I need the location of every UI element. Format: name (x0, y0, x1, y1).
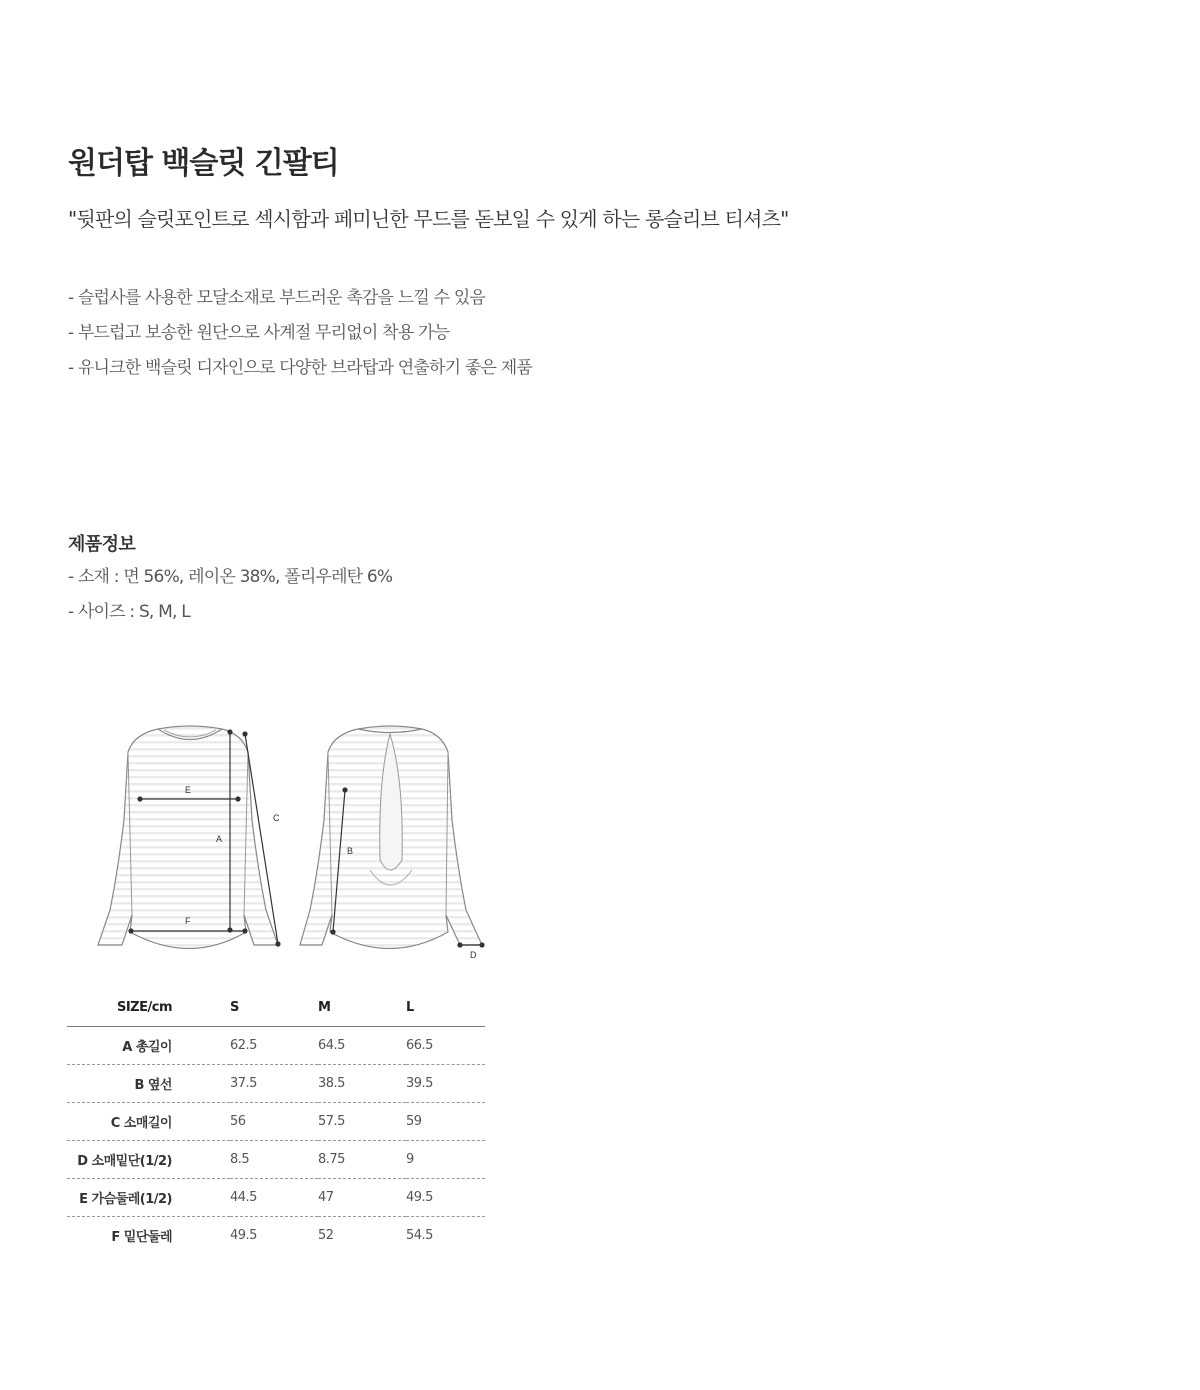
col-header-l: L (406, 988, 485, 1027)
label-d: D (470, 950, 477, 960)
feature-item: - 부드럽고 보송한 원단으로 사계절 무리없이 착용 가능 (68, 323, 450, 343)
product-title: 원더탑 백슬릿 긴팔티 (68, 146, 339, 181)
row-label: E 가슴둘레(1/2) (67, 1179, 230, 1217)
cell-m: 8.75 (318, 1141, 406, 1179)
cell-s: 44.5 (230, 1179, 318, 1217)
size-info: - 사이즈 : S, M, L (68, 602, 190, 622)
table-row (67, 1027, 485, 1065)
feature-list (68, 286, 532, 391)
cell-s: 49.5 (230, 1228, 257, 1243)
material-info: - 소재 : 면 56%, 레이온 38%, 폴리우레탄 6% (68, 567, 393, 587)
col-header-size: SIZE/cm (67, 988, 230, 1027)
size-table (67, 988, 485, 1254)
back-shirt-outline (300, 726, 482, 949)
table-row (67, 1103, 485, 1141)
cell-m: 38.5 (318, 1065, 406, 1103)
cell-l: 66.5 (406, 1027, 485, 1065)
cell-l: 9 (406, 1141, 485, 1179)
cell-m: 52 (318, 1228, 334, 1243)
row-label: B 옆선 (67, 1065, 230, 1103)
label-a: A (216, 834, 223, 844)
cell-s: 62.5 (230, 1027, 318, 1065)
product-info-heading: 제품정보 (68, 534, 136, 555)
col-header-s: S (230, 988, 318, 1027)
cell-m: 57.5 (318, 1103, 406, 1141)
cell-l: 54.5 (406, 1228, 433, 1243)
row-label: C 소매길이 (67, 1103, 230, 1141)
cell-s: 8.5 (230, 1141, 318, 1179)
product-info-list (68, 565, 392, 635)
row-label: F 밑단둘레 (111, 1230, 172, 1245)
feature-item: - 유니크한 백슬릿 디자인으로 다양한 브라탑과 연출하기 좋은 제품 (68, 358, 532, 378)
table-row (67, 1217, 485, 1255)
table-row (67, 1141, 485, 1179)
table-row (67, 1179, 485, 1217)
col-header-m: M (318, 988, 406, 1027)
size-diagram (90, 720, 490, 965)
label-b: B (347, 846, 354, 856)
product-tagline: "뒷판의 슬릿포인트로 섹시함과 페미닌한 무드를 돋보일 수 있게 하는 롱슬리브 티셔츠" (68, 207, 789, 231)
cell-l: 59 (406, 1103, 485, 1141)
row-label: D 소매밑단(1/2) (67, 1141, 230, 1179)
label-c: C (273, 813, 280, 823)
cell-m: 47 (318, 1179, 406, 1217)
row-label: A 총길이 (67, 1027, 230, 1065)
size-table-header (67, 988, 485, 1027)
cell-l: 39.5 (406, 1065, 485, 1103)
table-row (67, 1065, 485, 1103)
label-f: F (185, 916, 191, 926)
label-e: E (185, 785, 192, 795)
cell-s: 56 (230, 1103, 318, 1141)
cell-s: 37.5 (230, 1065, 318, 1103)
cell-m: 64.5 (318, 1027, 406, 1065)
cell-l: 49.5 (406, 1179, 485, 1217)
feature-item: - 슬럽사를 사용한 모달소재로 부드러운 촉감을 느낄 수 있음 (68, 288, 486, 308)
